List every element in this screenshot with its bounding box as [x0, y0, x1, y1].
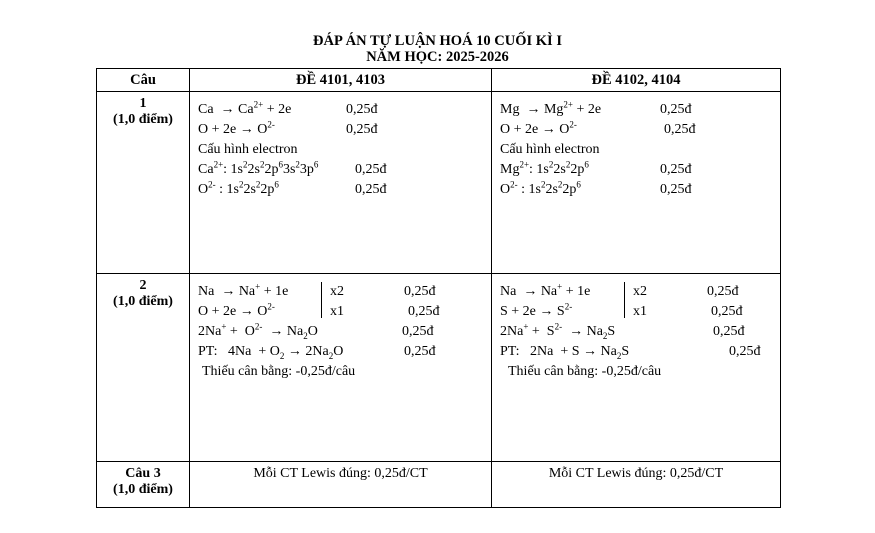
- q1-score: (1,0 điểm): [113, 112, 173, 127]
- equation-line: PT: $4Na + O_2 \to 2Na_2O$ 0,25đ: [198, 344, 436, 361]
- lewis-note: Mỗi CT Lewis đúng: 0,25đ/CT: [548, 466, 724, 481]
- config-line: $O^{2-}$ : $1s^22s^22p^6$ 0,25đ: [500, 179, 692, 197]
- q3-label: [97, 462, 190, 508]
- config-heading: Cấu hình electron: [500, 142, 600, 157]
- q3-answer-b: [492, 462, 781, 508]
- equation-line: $S + 2e \to S^{2-}$ x1 0,25đ: [500, 301, 743, 319]
- answer-table: [96, 68, 781, 508]
- equation-line: $2Na^+ + S^{2-} \to Na_2S$ 0,25đ: [500, 321, 745, 341]
- q2-answer-b: [492, 274, 781, 462]
- q1-number: 1: [139, 96, 147, 111]
- config-line: $Ca^{2+}$: $1s^22s^22p^63s^23p^6$ 0,25đ: [198, 159, 387, 177]
- equation-line: $Ca \to Ca^{2+} + 2e$ 0,25đ: [198, 99, 378, 117]
- doc-subtitle: NĂM HỌC: 2025-2026: [366, 49, 509, 65]
- equation-line: Na → Na+ + 1e x2 0,25đ: [500, 281, 739, 299]
- header-cau: Câu: [97, 69, 190, 92]
- q3-score: (1,0 điểm): [113, 482, 173, 497]
- q1-answer-a: [190, 92, 492, 274]
- note-line: Thiếu cân bằng: -0,25đ/câu: [508, 364, 662, 379]
- config-heading: Cấu hình electron: [198, 142, 298, 157]
- q1-answer-b: [492, 92, 781, 274]
- doc-title: ĐÁP ÁN TỰ LUẬN HOÁ 10 CUỐI KÌ I: [313, 33, 562, 49]
- equation-line: $O + 2e \to O^{2-}$ 0,25đ: [198, 119, 378, 137]
- equation-line: $O + 2e \to O^{2-}$ x1 0,25đ: [198, 301, 440, 319]
- q2-answer-a: [190, 274, 492, 462]
- config-line: $O^{2-}$ : $1s^22s^22p^6$ 0,25đ: [198, 179, 387, 197]
- equation-line: Na → Na+ + 1e x2 0,25đ: [198, 281, 436, 299]
- q2-label: [97, 274, 190, 462]
- q2-score: (1,0 điểm): [113, 294, 173, 309]
- q1-label: [97, 92, 190, 274]
- lewis-note: Mỗi CT Lewis đúng: 0,25đ/CT: [253, 466, 428, 481]
- note-line: Thiếu cân bằng: -0,25đ/câu: [202, 364, 356, 379]
- header-de-a: ĐỀ 4101, 4103: [190, 69, 492, 92]
- q3-answer-a: [190, 462, 492, 508]
- equation-line: $2Na^+ + O^{2-} \to Na_2O$ 0,25đ: [198, 321, 434, 341]
- config-line: $Mg^{2+}$: $1s^22s^22p^6$ 0,25đ: [500, 159, 692, 177]
- equation-line: $O + 2e \to O^{2-}$ 0,25đ: [500, 119, 696, 137]
- equation-line: $Mg \to Mg^{2+} + 2e$ 0,25đ: [500, 99, 692, 117]
- header-de-b: ĐỀ 4102, 4104: [492, 69, 781, 92]
- q3-number: Câu 3: [125, 466, 161, 481]
- q2-number: 2: [139, 278, 147, 293]
- equation-line: PT: $2Na + S \to Na_2S$ 0,25đ: [500, 344, 761, 361]
